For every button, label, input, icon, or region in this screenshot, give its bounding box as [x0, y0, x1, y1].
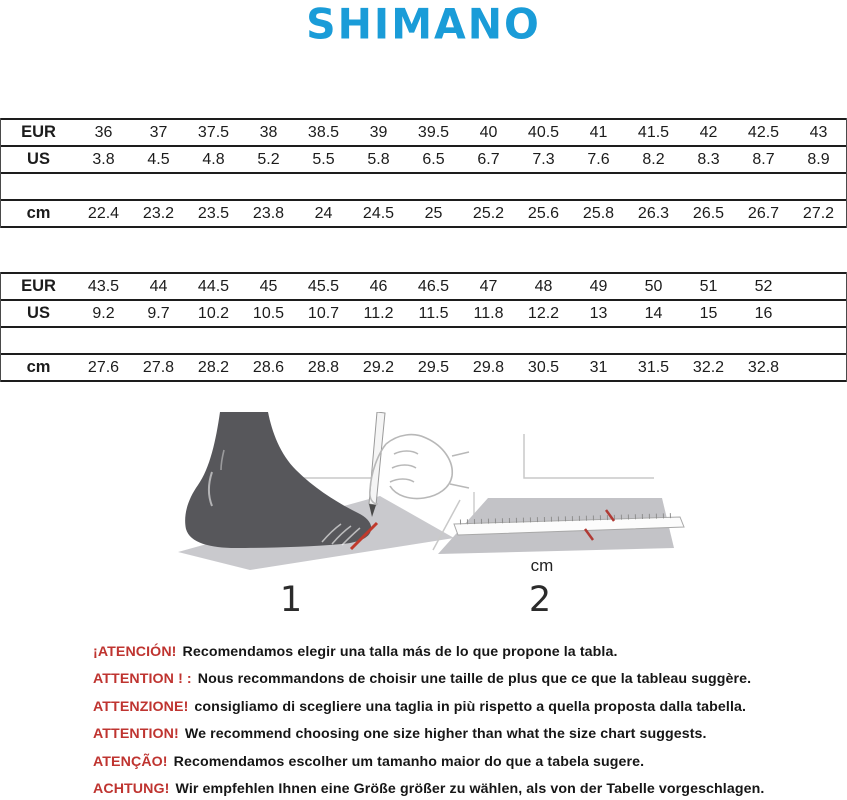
size-cell: 50 — [644, 277, 663, 295]
size-table-group-small — [0, 118, 847, 228]
warning-line — [93, 721, 837, 749]
size-cell: 10.2 — [197, 304, 230, 322]
size-cell: 26.7 — [747, 204, 780, 222]
size-cell: 44.5 — [197, 277, 230, 295]
eur-us-size-table — [1, 118, 846, 174]
size-cell: 6.5 — [422, 150, 445, 168]
size-cell: 22.4 — [87, 204, 120, 222]
size-cell: 29.2 — [362, 358, 395, 376]
size-cell: 3.8 — [92, 150, 115, 168]
shimano-logo: SHIMANO — [306, 0, 541, 49]
warning-line — [93, 638, 837, 666]
size-cell: 8.3 — [697, 150, 720, 168]
size-cell: 6.7 — [477, 150, 500, 168]
size-cell: 41.5 — [637, 123, 670, 141]
size-cell: 23.2 — [142, 204, 175, 222]
size-row — [1, 300, 846, 327]
size-cell: 5.2 — [257, 150, 280, 168]
size-cell: 11.5 — [418, 304, 449, 322]
size-table-group-large — [0, 272, 847, 382]
size-cell: 25.2 — [472, 204, 505, 222]
warning-text: consigliamo di scegliere una taglia in più rispetto a quella proposta dalla tabella. — [194, 698, 747, 715]
size-row — [1, 354, 846, 381]
size-cell: 28.6 — [252, 358, 285, 376]
size-cell: 39.5 — [417, 123, 450, 141]
size-cell: 8.2 — [642, 150, 665, 168]
size-cell: 32.2 — [692, 358, 725, 376]
warning-label: ATTENZIONE! — [93, 698, 189, 715]
size-cell: 40 — [479, 123, 498, 141]
size-cell: 12.2 — [527, 304, 560, 322]
size-cell: 38.5 — [307, 123, 340, 141]
size-cell — [791, 354, 846, 381]
size-cell: 46 — [369, 277, 388, 295]
size-cell: 16 — [754, 304, 773, 322]
size-cell: 24.5 — [362, 204, 395, 222]
row-label: US — [27, 304, 50, 322]
size-cell: 31.5 — [637, 358, 670, 376]
size-cell: 52 — [754, 277, 773, 295]
size-cell: 28.8 — [307, 358, 340, 376]
size-cell: 42 — [699, 123, 718, 141]
size-cell: 11.8 — [473, 304, 504, 322]
size-cell: 14 — [644, 304, 663, 322]
cm-size-table — [1, 353, 846, 382]
size-cell: 26.5 — [692, 204, 725, 222]
size-cell: 38 — [259, 123, 278, 141]
size-cell: 7.6 — [587, 150, 610, 168]
warning-text: Wir empfehlen Ihnen eine Größe größer zu wählen, als von der Tabelle vorgeschlagen. — [175, 781, 765, 798]
size-cell: 36 — [94, 123, 113, 141]
size-cell: 8.7 — [752, 150, 775, 168]
size-cell: 51 — [699, 277, 718, 295]
table-gap — [1, 328, 846, 353]
warning-label: ACHTUNG! — [93, 781, 170, 798]
ruler-measure-illustration — [430, 428, 720, 578]
size-cell: 25.6 — [527, 204, 560, 222]
size-cell: 24 — [314, 204, 333, 222]
size-cell: 43.5 — [87, 277, 120, 295]
cm-size-table — [1, 199, 846, 228]
size-cell: 5.8 — [367, 150, 390, 168]
size-cell: 26.3 — [637, 204, 670, 222]
size-cell: 15 — [699, 304, 718, 322]
warning-line — [93, 748, 837, 776]
size-cell: 13 — [589, 304, 608, 322]
size-cell: 8.9 — [807, 150, 830, 168]
size-cell: 43 — [809, 123, 828, 141]
warning-list — [93, 638, 837, 800]
size-cell: 45 — [259, 277, 278, 295]
size-cell: 27.2 — [802, 204, 835, 222]
size-cell: 30.5 — [527, 358, 560, 376]
size-row — [1, 146, 846, 173]
size-cell: 23.8 — [252, 204, 285, 222]
size-row — [1, 200, 846, 227]
foot-tracing-illustration — [150, 412, 470, 572]
size-cell: 23.5 — [197, 204, 230, 222]
size-cell: 46.5 — [417, 277, 450, 295]
size-cell: 39 — [369, 123, 388, 141]
warning-line — [93, 666, 837, 694]
warning-text: Recomendamos escolher um tamanho maior do que a tabela sugere. — [173, 753, 645, 770]
step-2-number: 2 — [528, 580, 552, 620]
size-cell: 41 — [589, 123, 608, 141]
table-gap — [1, 174, 846, 199]
warning-line — [93, 693, 837, 721]
size-cell: 4.8 — [202, 150, 225, 168]
size-cell: 48 — [534, 277, 553, 295]
warning-text: Recomendamos elegir una talla más de lo que propone la tabla. — [182, 643, 618, 660]
size-cell: 47 — [479, 277, 498, 295]
size-cell: 49 — [589, 277, 608, 295]
eur-us-size-table — [1, 272, 846, 328]
size-cell: 25 — [424, 204, 443, 222]
size-cell: 42.5 — [747, 123, 780, 141]
row-label: EUR — [21, 277, 56, 295]
warning-label: ATTENTION ! : — [93, 671, 192, 688]
size-cell: 9.7 — [147, 304, 170, 322]
warning-label: ¡ATENCIÓN! — [93, 643, 177, 660]
row-label: EUR — [21, 123, 56, 141]
warning-label: ATENÇÃO! — [93, 753, 168, 770]
warning-label: ATTENTION! — [93, 726, 179, 743]
size-cell: 10.7 — [307, 304, 340, 322]
size-cell: 25.8 — [582, 204, 615, 222]
row-label: US — [27, 150, 50, 168]
size-cell: 37 — [149, 123, 168, 141]
size-cell: 11.2 — [363, 304, 394, 322]
size-cell: 31 — [589, 358, 608, 376]
step-1-number: 1 — [279, 580, 303, 620]
size-cell: 4.5 — [147, 150, 170, 168]
size-cell: 40.5 — [527, 123, 560, 141]
size-cell — [791, 273, 846, 300]
warning-line — [93, 776, 837, 800]
size-cell — [791, 300, 846, 327]
size-cell: 10.5 — [252, 304, 285, 322]
size-cell: 9.2 — [92, 304, 115, 322]
size-cell: 37.5 — [197, 123, 230, 141]
size-row — [1, 273, 846, 300]
size-cell: 44 — [149, 277, 168, 295]
size-cell: 29.8 — [472, 358, 505, 376]
size-cell: 7.3 — [532, 150, 555, 168]
size-cell: 45.5 — [307, 277, 340, 295]
row-label: cm — [26, 358, 51, 376]
size-row — [1, 119, 846, 146]
size-cell: 5.5 — [312, 150, 335, 168]
size-cell: 28.2 — [197, 358, 230, 376]
size-cell: 32.8 — [747, 358, 780, 376]
ruler-cm-label: cm — [530, 556, 554, 575]
warning-text: We recommend choosing one size higher than what the size chart suggests. — [184, 726, 707, 743]
warning-text: Nous recommandons de choisir une taille de plus que ce que la tableau suggère. — [197, 671, 752, 688]
row-label: cm — [26, 204, 51, 222]
size-cell: 29.5 — [417, 358, 450, 376]
size-cell: 27.6 — [87, 358, 120, 376]
size-cell: 27.8 — [142, 358, 175, 376]
